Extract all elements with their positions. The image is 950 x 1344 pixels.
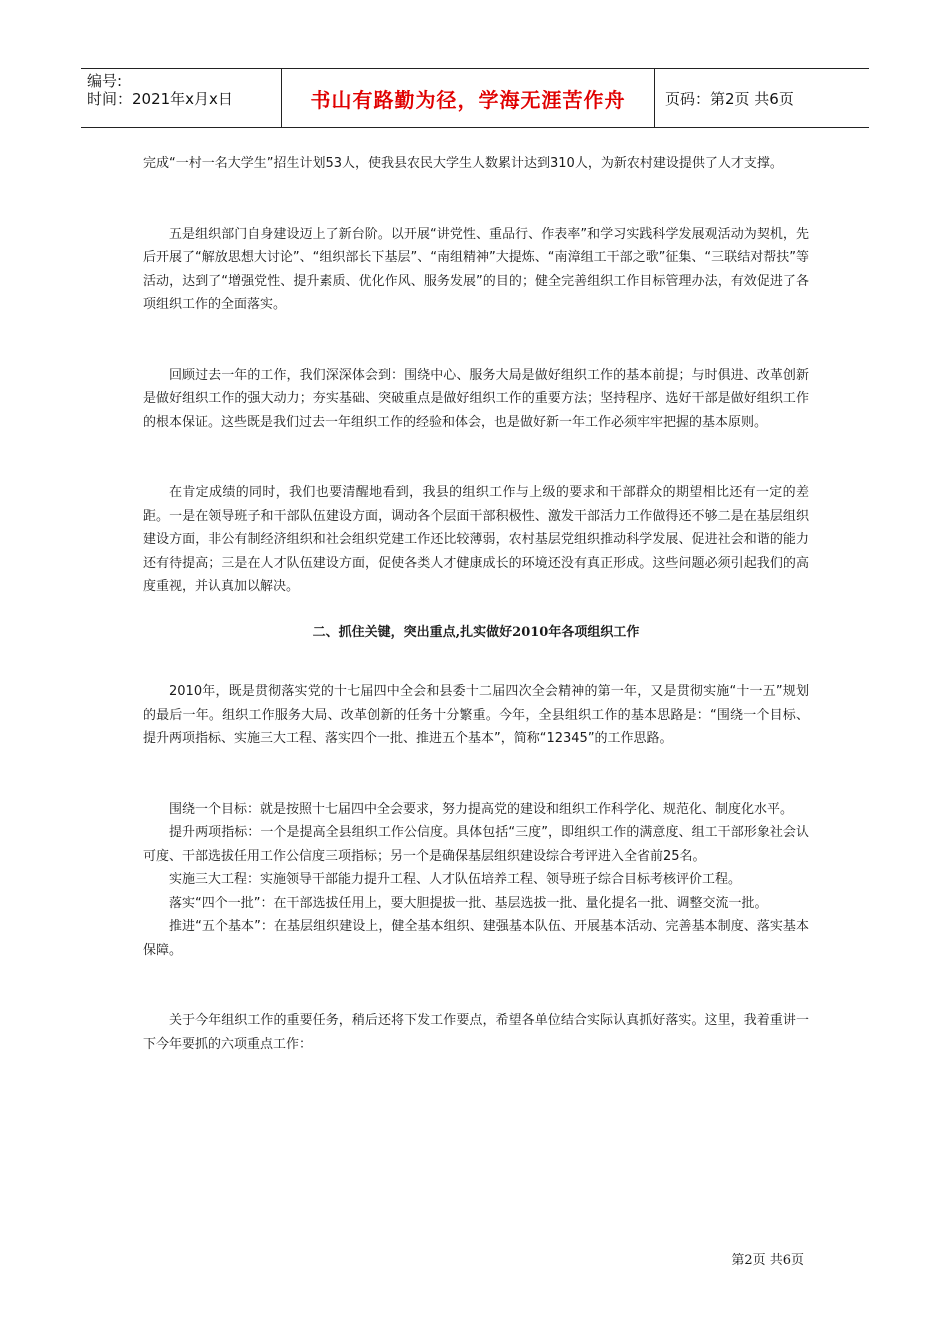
serial-label: 编号: bbox=[87, 72, 123, 90]
page-footer: 第2页 共6页 bbox=[731, 1253, 804, 1268]
body-paragraph: 关于今年组织工作的重要任务，稍后还将下发工作要点，希望各单位结合实际认真抓好落实。这里，我着重讲一下今年要抓的六项重点工作： bbox=[143, 1013, 809, 1052]
body-paragraph: 2010年，既是贯彻落实党的十七届四中全会和县委十二届四次全会精神的第一年，又是贯彻实施“十一五”规划的最后一年。组织工作服务大局、改革创新的任务十分繁重。今年，全县组织工作的基本思路是：“围绕一个目标、提升两项指标、实施三大工程、落实四个一批、推进五个基本”，简称“12345”的工作思路。 bbox=[143, 684, 809, 746]
body-paragraph: 推进“五个基本”：在基层组织建设上，健全基本组织、建强基本队伍、开展基本活动、完善基本制度、落实基本保障。 bbox=[143, 919, 809, 958]
header-motto: 书山有路勤为径，学海无涯苦作舟 bbox=[282, 69, 655, 127]
document-body bbox=[143, 152, 809, 1056]
header-meta bbox=[81, 69, 282, 127]
time-label: 时间：2021年x月x日 bbox=[87, 90, 233, 108]
body-paragraph: 在肯定成绩的同时，我们也要清醒地看到，我县的组织工作与上级的要求和干部群众的期望相比还有一定的差距。一是在领导班子和干部队伍建设方面，调动各个层面干部积极性、激发干部活力工作做得还不够二是在基层组织建设方面，非公有制经济组织和社会组织党建工作还比较薄弱，农村基层党组织推动科学发展、促进社会和谐的能力还有待提高；三是在人才队伍建设方面，促使各类人才健康成长的环境还没有真正形成。这些问题必须引起我们的高度重视，并认真加以解决。 bbox=[143, 485, 809, 594]
body-paragraph: 完成“一村一名大学生”招生计划53人，使我县农民大学生人数累计达到310人，为新农村建设提供了人才支撑。 bbox=[143, 156, 783, 171]
header-page-label: 页码：第2页 共6页 bbox=[665, 89, 794, 108]
section-heading: 二、抓住关键，突出重点,扎实做好2010年各项组织工作 bbox=[312, 624, 640, 640]
body-paragraph: 五是组织部门自身建设迈上了新台阶。以开展“讲党性、重品行、作表率”和学习实践科学发展观活动为契机，先后开展了“解放思想大讨论”、“组织部长下基层”、“南组精神”大提炼、“南漳组工干部之歌”征集、“三联结对帮扶”等活动，达到了“增强党性、提升素质、优化作风、服务发展”的目的；健全完善组织工作目标管理办法，有效促进了各项组织工作的全面落实。 bbox=[143, 226, 809, 312]
body-paragraph: 提升两项指标：一个是提高全县组织工作公信度。具体包括“三度”，即组织工作的满意度、组工干部形象社会认可度、干部选拔任用工作公信度三项指标；另一个是确保基层组织建设综合考评进入全省前25名。 bbox=[143, 825, 809, 864]
body-paragraph: 围绕一个目标：就是按照十七届四中全会要求，努力提高党的建设和组织工作科学化、规范化、制度化水平。 bbox=[169, 801, 794, 817]
body-paragraph: 回顾过去一年的工作，我们深深体会到：围绕中心、服务大局是做好组织工作的基本前提；与时俱进、改革创新是做好组织工作的强大动力；夯实基础、突破重点是做好组织工作的重要方法；坚持程序、选好干部是做好组织工作的根本保证。这些既是我们过去一年组织工作的经验和体会，也是做好新一年工作必须牢牢把握的基本原则。 bbox=[143, 367, 809, 430]
page-header bbox=[81, 68, 869, 128]
body-paragraph: 落实“四个一批”：在干部选拔任用上，要大胆提拔一批、基层选拔一批、量化提名一批、调整交流一批。 bbox=[169, 895, 768, 911]
body-paragraph: 实施三大工程：实施领导干部能力提升工程、人才队伍培养工程、领导班子综合目标考核评价工程。 bbox=[169, 872, 742, 887]
